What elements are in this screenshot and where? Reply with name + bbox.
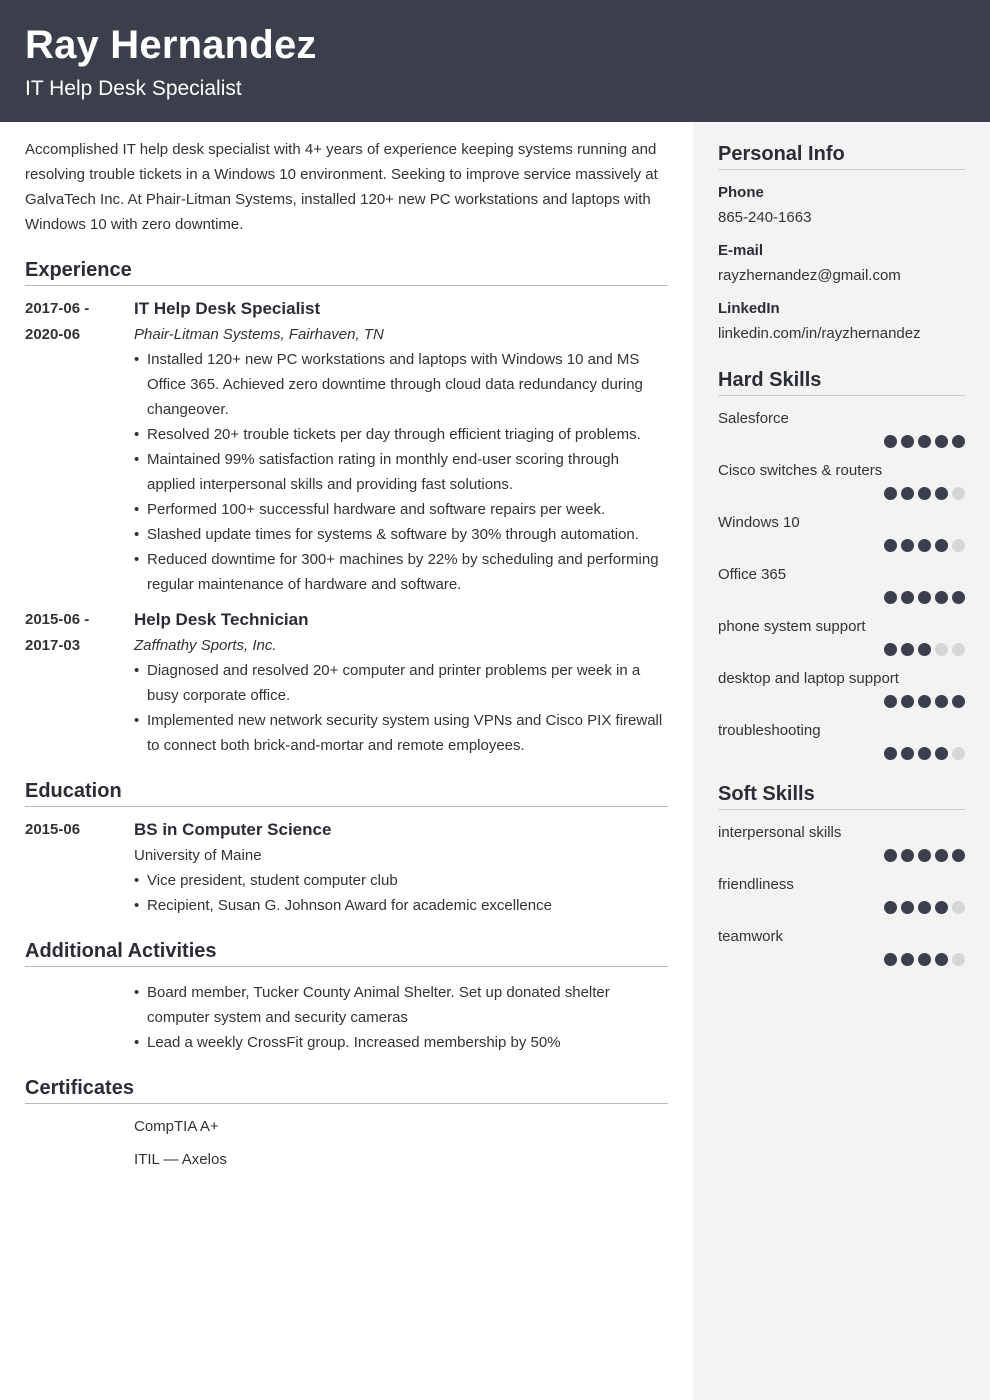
rating-dot-filled bbox=[884, 643, 897, 656]
skill-rating bbox=[718, 901, 965, 914]
job-bullet: • Maintained 99% satisfaction rating in monthly end-user scoring through applied interpersonal skills and providing fast solutions. bbox=[134, 447, 668, 497]
skill-name: friendliness bbox=[718, 876, 794, 893]
activity-bullet: • Board member, Tucker County Animal Shelter. Set up donated shelter computer system and security cameras bbox=[134, 980, 668, 1030]
hard-skills-list bbox=[718, 409, 965, 760]
rating-dot-filled bbox=[935, 539, 948, 552]
education-degree: BS in Computer Science bbox=[134, 820, 332, 839]
rating-dot-filled bbox=[884, 849, 897, 862]
rating-dot-filled bbox=[901, 901, 914, 914]
job-date-start: 2017-06 - bbox=[25, 300, 90, 317]
rating-dot-filled bbox=[918, 539, 931, 552]
job-date-end: 2020-06 bbox=[25, 326, 81, 343]
job-org: Phair-Litman Systems, Fairhaven, TN bbox=[134, 326, 384, 343]
rating-dot-filled bbox=[935, 487, 948, 500]
education-heading: Education bbox=[25, 779, 668, 807]
skill-name: Office 365 bbox=[718, 566, 787, 583]
rating-dot-filled bbox=[901, 539, 914, 552]
education-bullet: • Recipient, Susan G. Johnson Award for academic excellence bbox=[134, 893, 668, 918]
rating-dot-filled bbox=[918, 695, 931, 708]
job-bullet: • Installed 120+ new PC workstations and laptops with Windows 10 and MS Office 365. Achieved zero downtime through cloud data redundancy during changeover. bbox=[134, 347, 668, 422]
rating-dot-filled bbox=[918, 747, 931, 760]
education-bullets bbox=[134, 868, 668, 918]
rating-dot-empty bbox=[952, 487, 965, 500]
activities-heading: Additional Activities bbox=[25, 939, 668, 967]
experience-heading: Experience bbox=[25, 258, 668, 286]
linkedin-label: LinkedIn bbox=[718, 300, 780, 317]
rating-dot-filled bbox=[901, 643, 914, 656]
skill-rating bbox=[718, 487, 965, 500]
education-school: University of Maine bbox=[134, 847, 262, 864]
job-role: IT Help Desk Specialist bbox=[134, 299, 321, 318]
skill-name: teamwork bbox=[718, 928, 784, 945]
rating-dot-filled bbox=[901, 435, 914, 448]
skill-item bbox=[718, 875, 965, 914]
hard-skills-heading: Hard Skills bbox=[718, 368, 965, 396]
skill-rating bbox=[718, 849, 965, 862]
summary: Accomplished IT help desk specialist with 4+ years of experience keeping systems running and resolving trouble tickets in a Windows 10 environment. Seeking to improve service massively at GalvaTech Inc. At Phair-Litman Systems, installed 120+ new PC workstations and laptops with Windows 10 with zero downtime. bbox=[25, 141, 658, 233]
job-dates bbox=[25, 607, 134, 758]
job-org: Zaffnathy Sports, Inc. bbox=[134, 637, 277, 654]
candidate-title: IT Help Desk Specialist bbox=[25, 77, 242, 100]
job-bullet: • Slashed update times for systems & software by 30% through automation. bbox=[134, 522, 668, 547]
rating-dot-filled bbox=[935, 591, 948, 604]
rating-dot-filled bbox=[884, 747, 897, 760]
skill-rating bbox=[718, 435, 965, 448]
certificate-item: CompTIA A+ bbox=[134, 1118, 219, 1135]
rating-dot-filled bbox=[918, 901, 931, 914]
skill-item bbox=[718, 461, 965, 500]
job-entry bbox=[25, 296, 668, 597]
rating-dot-filled bbox=[901, 953, 914, 966]
rating-dot-filled bbox=[952, 695, 965, 708]
job-bullet: • Implemented new network security system using VPNs and Cisco PIX firewall to connect both brick-and-mortar and remote employees. bbox=[134, 708, 668, 758]
email-value: rayzhernandez@gmail.com bbox=[718, 267, 901, 284]
skill-rating bbox=[718, 539, 965, 552]
rating-dot-filled bbox=[901, 849, 914, 862]
phone-value: 865-240-1663 bbox=[718, 209, 812, 226]
certificates-heading: Certificates bbox=[25, 1076, 668, 1104]
rating-dot-filled bbox=[884, 591, 897, 604]
rating-dot-filled bbox=[884, 539, 897, 552]
skill-rating bbox=[718, 643, 965, 656]
rating-dot-empty bbox=[952, 539, 965, 552]
job-date-end: 2017-03 bbox=[25, 637, 81, 654]
rating-dot-empty bbox=[935, 643, 948, 656]
rating-dot-empty bbox=[952, 901, 965, 914]
soft-skills-list bbox=[718, 823, 965, 966]
rating-dot-empty bbox=[952, 747, 965, 760]
skill-name: Windows 10 bbox=[718, 514, 800, 531]
phone-label: Phone bbox=[718, 184, 764, 201]
certificate-item: ITIL — Axelos bbox=[134, 1151, 227, 1168]
candidate-name: Ray Hernandez bbox=[25, 23, 317, 67]
activity-bullet: • Lead a weekly CrossFit group. Increased membership by 50% bbox=[134, 1030, 668, 1055]
rating-dot-filled bbox=[935, 695, 948, 708]
rating-dot-filled bbox=[935, 849, 948, 862]
skill-item bbox=[718, 617, 965, 656]
rating-dot-filled bbox=[901, 747, 914, 760]
activities-bullets bbox=[134, 980, 668, 1055]
education-bullet: • Vice president, student computer club bbox=[134, 868, 668, 893]
rating-dot-empty bbox=[952, 643, 965, 656]
resume-header bbox=[0, 0, 990, 122]
skill-name: phone system support bbox=[718, 618, 866, 635]
job-bullet: • Resolved 20+ trouble tickets per day through efficient triaging of problems. bbox=[134, 422, 668, 447]
skill-rating bbox=[718, 953, 965, 966]
rating-dot-filled bbox=[935, 747, 948, 760]
rating-dot-filled bbox=[952, 591, 965, 604]
rating-dot-filled bbox=[952, 435, 965, 448]
activities-entry bbox=[25, 980, 668, 1055]
job-bullets bbox=[134, 347, 668, 597]
rating-dot-filled bbox=[901, 695, 914, 708]
rating-dot-empty bbox=[952, 953, 965, 966]
education-date: 2015-06 bbox=[25, 821, 81, 838]
rating-dot-filled bbox=[918, 953, 931, 966]
skill-name: Salesforce bbox=[718, 410, 789, 427]
job-bullet: • Diagnosed and resolved 20+ computer and printer problems per week in a busy corporate office. bbox=[134, 658, 668, 708]
sidebar bbox=[693, 122, 990, 1400]
rating-dot-filled bbox=[935, 953, 948, 966]
skill-item bbox=[718, 409, 965, 448]
skill-name: interpersonal skills bbox=[718, 824, 842, 841]
skill-item bbox=[718, 721, 965, 760]
job-bullets bbox=[134, 658, 668, 758]
rating-dot-filled bbox=[918, 849, 931, 862]
job-role: Help Desk Technician bbox=[134, 610, 309, 629]
skill-item bbox=[718, 823, 965, 862]
rating-dot-filled bbox=[918, 435, 931, 448]
email-label: E-mail bbox=[718, 242, 764, 259]
rating-dot-filled bbox=[884, 695, 897, 708]
skill-rating bbox=[718, 747, 965, 760]
skill-item bbox=[718, 513, 965, 552]
rating-dot-filled bbox=[901, 487, 914, 500]
skill-rating bbox=[718, 695, 965, 708]
skill-item bbox=[718, 669, 965, 708]
rating-dot-filled bbox=[884, 901, 897, 914]
rating-dot-filled bbox=[918, 591, 931, 604]
job-dates bbox=[25, 296, 134, 597]
linkedin-value: linkedin.com/in/rayzhernandez bbox=[718, 325, 921, 342]
job-date-start: 2015-06 - bbox=[25, 611, 90, 628]
rating-dot-filled bbox=[884, 487, 897, 500]
skill-name: troubleshooting bbox=[718, 722, 821, 739]
rating-dot-filled bbox=[884, 953, 897, 966]
rating-dot-filled bbox=[918, 643, 931, 656]
skill-rating bbox=[718, 591, 965, 604]
skill-item bbox=[718, 927, 965, 966]
rating-dot-filled bbox=[952, 849, 965, 862]
rating-dot-filled bbox=[901, 591, 914, 604]
rating-dot-filled bbox=[918, 487, 931, 500]
skill-item bbox=[718, 565, 965, 604]
education-entry bbox=[25, 817, 668, 918]
main-column bbox=[0, 122, 693, 1172]
personal-info-heading: Personal Info bbox=[718, 142, 965, 170]
soft-skills-heading: Soft Skills bbox=[718, 782, 965, 810]
job-bullet: • Reduced downtime for 300+ machines by 22% by scheduling and performing regular maintenance of hardware and software. bbox=[134, 547, 668, 597]
skill-name: desktop and laptop support bbox=[718, 670, 899, 687]
rating-dot-filled bbox=[935, 901, 948, 914]
rating-dot-filled bbox=[884, 435, 897, 448]
skill-name: Cisco switches & routers bbox=[718, 462, 883, 479]
rating-dot-filled bbox=[935, 435, 948, 448]
job-entry bbox=[25, 607, 668, 758]
job-bullet: • Performed 100+ successful hardware and software repairs per week. bbox=[134, 497, 668, 522]
